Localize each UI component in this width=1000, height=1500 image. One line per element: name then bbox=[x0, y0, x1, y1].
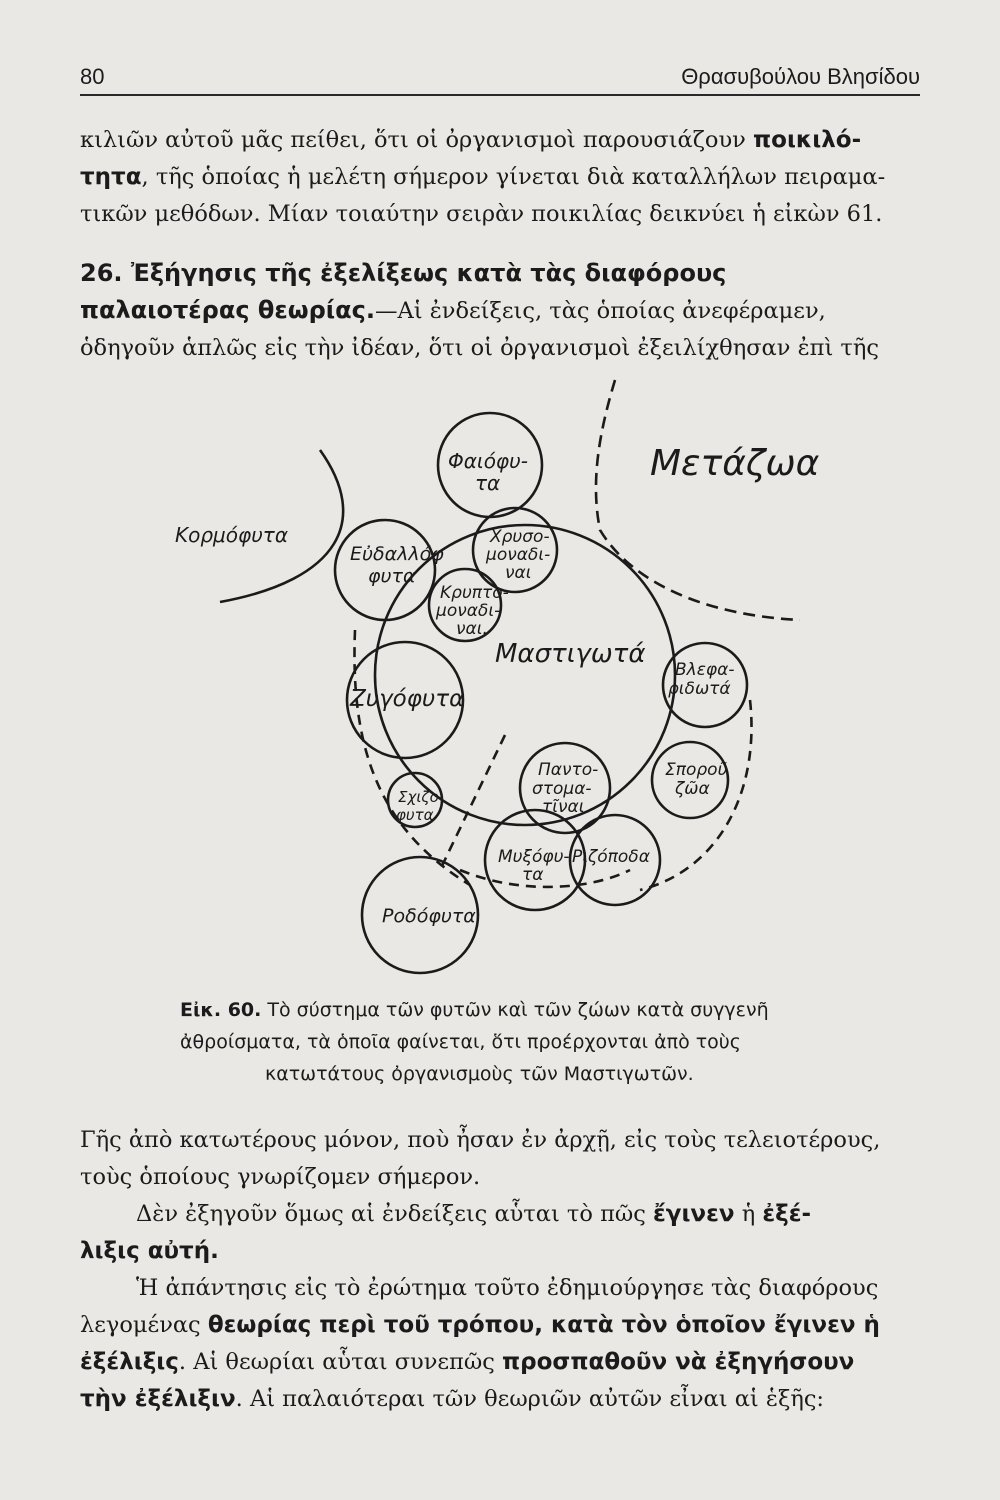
text-line: Δὲν ἐξηγοῦν ὅμως αἱ ἐνδείξεις αὗται τὸ πῶς bbox=[136, 1201, 653, 1227]
label-rodofyta: Ροδόφυτα bbox=[382, 905, 476, 927]
label-pantostomatinai-2: στομα- bbox=[532, 779, 592, 799]
label-kryptomonadinai-1: Κρυπτο- bbox=[440, 583, 509, 603]
page-header bbox=[80, 62, 920, 96]
label-eudallofyta-2: φυτα bbox=[368, 565, 416, 587]
emphasis: ἐξέλιξις bbox=[80, 1349, 179, 1375]
text-line: , τῆς ὁποίας ἡ μελέτη σήμερον γίνεται διὰ καταλλήλων πειραμα- bbox=[141, 164, 886, 190]
phylogeny-figure bbox=[160, 370, 860, 990]
label-kryptomonadinai-3: ναι. bbox=[456, 619, 488, 639]
text-line: ἡ bbox=[734, 1201, 763, 1227]
text-line: —Αἱ ἐνδείξεις, τὰς ὁποίας ἀνεφέραμεν, bbox=[374, 298, 826, 324]
label-sporozoa-2: ζῶα bbox=[675, 779, 710, 799]
label-pantostomatinai-3: τῖναι bbox=[542, 797, 585, 817]
label-kormofyta: Κορμόφυτα bbox=[175, 523, 288, 547]
emphasis: τὴν ἐξέλιξιν bbox=[80, 1386, 236, 1412]
label-myxofyta-1: Μυξόφυ- bbox=[498, 847, 570, 867]
label-zygofyta: Ζυγόφυτα bbox=[350, 686, 465, 712]
metazoa-boundary bbox=[596, 380, 800, 620]
emphasis: ἐξέ- bbox=[762, 1201, 812, 1227]
label-myxofyta-2: τα bbox=[522, 865, 544, 885]
paragraph-theories bbox=[80, 1270, 920, 1418]
text-line: κιλιῶν αὐτοῦ μᾶς πείθει, ὅτι οἱ ὀργανισμοὶ παρουσιάζουν bbox=[80, 127, 753, 153]
paragraph-continued bbox=[80, 1122, 920, 1196]
page-number: 80 bbox=[80, 64, 105, 89]
emphasis: θεωρίας περὶ τοῦ τρόπου, κατὰ τὸν ὁποῖον ἔγινεν ἡ bbox=[207, 1312, 880, 1338]
label-rizopoda: Ριζόποδα bbox=[572, 847, 650, 867]
label-vlefaridota-1: Βλεφα- bbox=[675, 660, 735, 680]
dashed-line-mid bbox=[440, 735, 505, 870]
emphasis: ποικιλό- bbox=[752, 127, 862, 153]
label-mastigota: Μαστιγωτά bbox=[495, 639, 646, 669]
text-line: Ἡ ἀπάντησις εἰς τὸ ἐρώτημα τοῦτο ἐδημιούργησε τὰς διαφόρους bbox=[136, 1275, 879, 1301]
label-metazoa: Μετάζωα bbox=[650, 443, 820, 484]
figure-caption bbox=[180, 994, 880, 1090]
label-chrysomonadinai-3: ναι bbox=[505, 563, 532, 583]
section-title-cont: παλαιοτέρας θεωρίας. bbox=[80, 296, 375, 324]
label-kryptomonadinai-2: μοναδι- bbox=[436, 601, 501, 621]
label-schizofyta-2: φυτα bbox=[396, 806, 434, 824]
caption-text: ἀθροίσματα, τὰ ὁποῖα φαίνεται, ὅτι προέρχονται ἀπὸ τοὺς bbox=[180, 1031, 741, 1053]
label-vlefaridota-2: ριδωτά bbox=[668, 679, 731, 699]
text-line: . Αἱ παλαιότεραι τῶν θεωριῶν αὐτῶν εἶναι αἱ ἑξῆς: bbox=[235, 1386, 825, 1412]
paragraph-intro bbox=[80, 122, 920, 233]
label-chrysomonadinai-2: μοναδι- bbox=[486, 545, 551, 565]
label-schizofyta-1: Σχιζο bbox=[398, 788, 439, 806]
text-line: ὁδηγοῦν ἁπλῶς εἰς τὴν ἰδέαν, ὅτι οἱ ὀργανισμοὶ ἐξειλίχθησαν ἐπὶ τῆς bbox=[80, 335, 879, 361]
running-title: Θρασυβούλου Βλησίδου bbox=[681, 64, 920, 89]
text-line: τικῶν μεθόδων. Μίαν τοιαύτην σειρὰν ποικιλίας δεικνύει ἡ εἰκὼν 61. bbox=[80, 201, 883, 227]
text-line: Γῆς ἀπὸ κατωτέρους μόνον, ποὺ ἦσαν ἐν ἀρχῇ, εἰς τοὺς τελειοτέρους, bbox=[80, 1127, 881, 1153]
label-pantostomatinai-1: Παντο- bbox=[538, 760, 599, 780]
text-line: λεγομένας bbox=[80, 1312, 208, 1338]
paragraph-question bbox=[80, 1196, 920, 1270]
caption-text: Τὸ σύστημα τῶν φυτῶν καὶ τῶν ζώων κατὰ συγγενῆ bbox=[261, 999, 769, 1021]
emphasis: λιξις αὐτή. bbox=[80, 1238, 219, 1264]
text-line: τοὺς ὁποίους γνωρίζομεν σήμερον. bbox=[80, 1164, 481, 1190]
label-faiofyta-2: τα bbox=[475, 471, 501, 495]
label-faiofyta-1: Φαιόφυ- bbox=[448, 449, 528, 473]
section-title: 26. Ἐξήγησις τῆς ἐξελίξεως κατὰ τὰς διαφόρους bbox=[80, 259, 727, 287]
emphasis: ἔγινεν bbox=[652, 1201, 735, 1227]
caption-label: Εἰκ. 60. bbox=[180, 999, 262, 1021]
section-26 bbox=[80, 255, 920, 367]
label-chrysomonadinai-1: Χρυσο- bbox=[490, 527, 550, 547]
caption-text: κατωτάτους ὀργανισμοὺς τῶν Μαστιγωτῶν. bbox=[265, 1063, 694, 1085]
emphasis: προσπαθοῦν νὰ ἐξηγήσουν bbox=[501, 1349, 855, 1375]
text-line: . Αἱ θεωρίαι αὗται συνεπῶς bbox=[178, 1349, 502, 1375]
label-eudallofyta-1: Εὐδαλλόφ bbox=[350, 543, 444, 565]
emphasis: τητα bbox=[80, 164, 142, 190]
label-sporozoa-1: Σποροῦ bbox=[665, 760, 728, 780]
